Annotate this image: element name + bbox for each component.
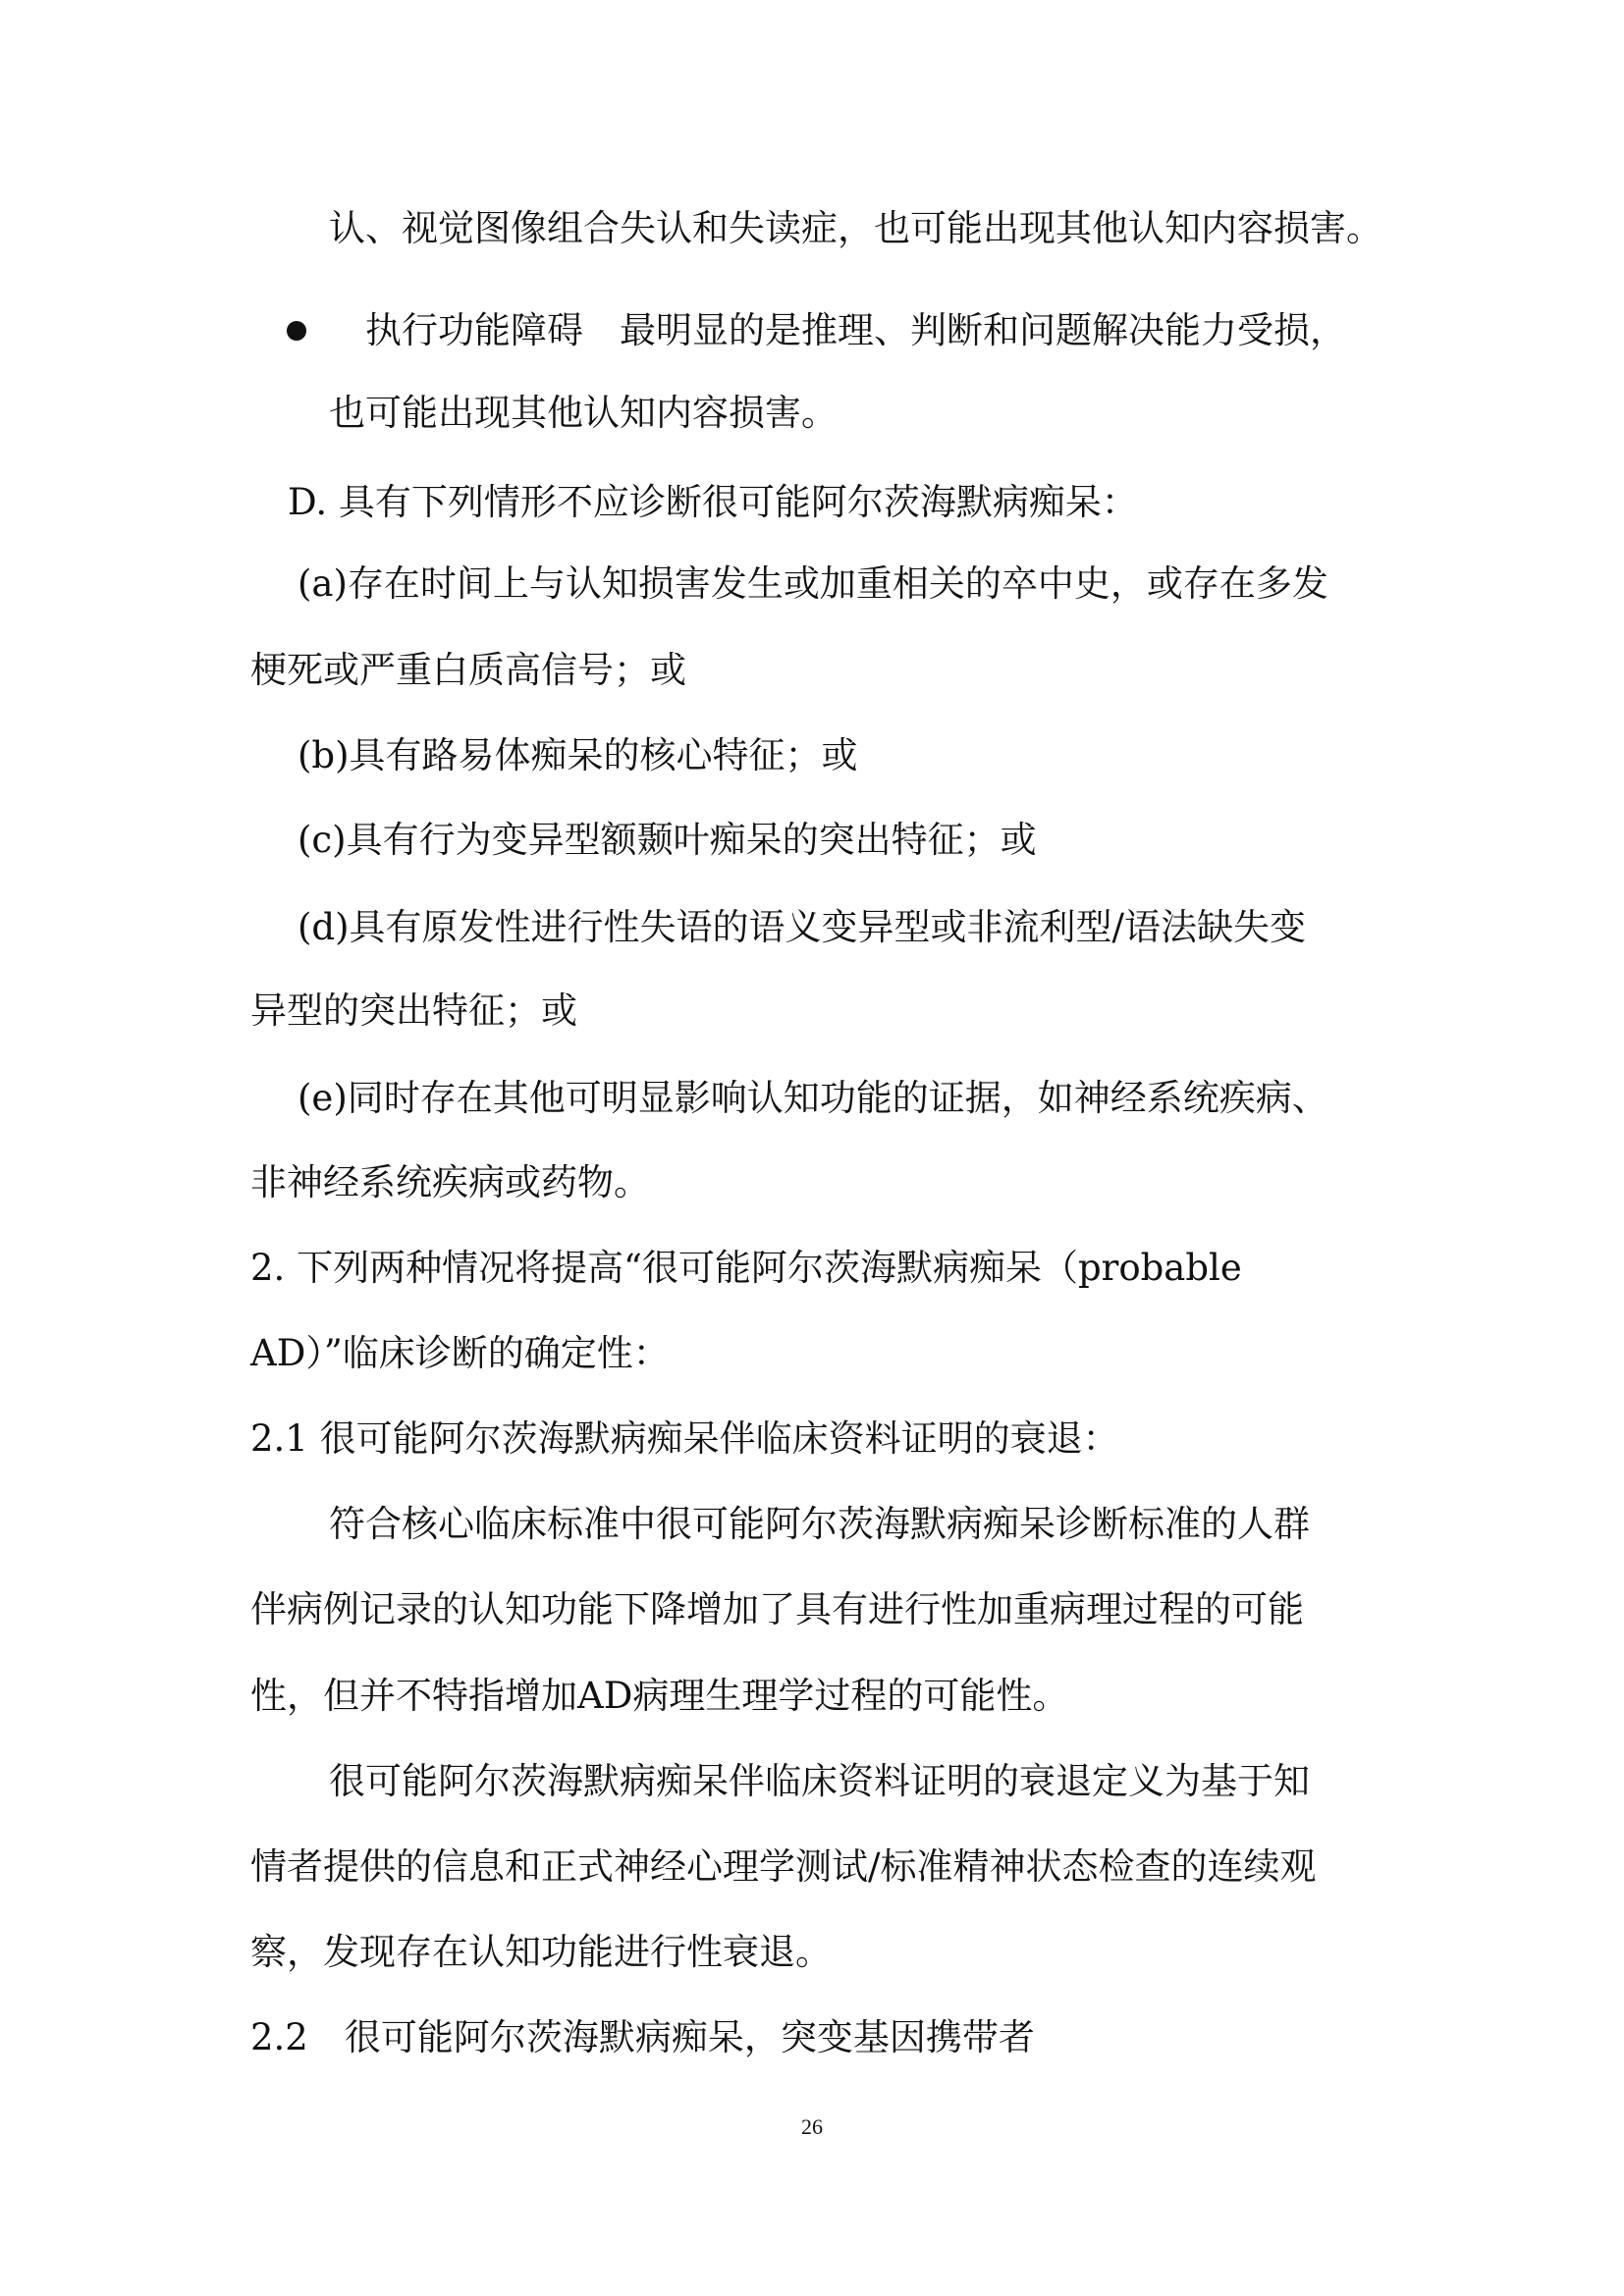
bullet-icon	[287, 321, 306, 341]
text-line: 2. 下列两种情况将提高“很可能阿尔茨海默病痴呆（probable	[250, 1247, 1242, 1289]
text-line: (b)具有路易体痴呆的核心特征；或	[298, 734, 858, 776]
text-line: (e)同时存在其他可明显影响认知功能的证据，如神经系统疾病、	[298, 1077, 1328, 1119]
page-number: 26	[801, 2114, 823, 2139]
text-line: 情者提供的信息和正式神经心理学测试/标准精神状态检查的连续观	[250, 1845, 1317, 1888]
text-line: 性，但并不特指增加AD病理生理学过程的可能性。	[250, 1675, 1069, 1717]
text-line: 异型的突出特征；或	[250, 989, 577, 1032]
text-line: 梗死或严重白质高信号；或	[250, 649, 686, 691]
text-line: 很可能阿尔茨海默病痴呆伴临床资料证明的衰退定义为基于知	[329, 1760, 1310, 1802]
text-line: (c)具有行为变异型额颞叶痴呆的突出特征；或	[298, 819, 1037, 861]
text-line: 伴病例记录的认知功能下降增加了具有进行性加重病理过程的可能	[250, 1588, 1304, 1630]
text-line: 执行功能障碍 最明显的是推理、判断和问题解决能力受损，	[365, 309, 1346, 351]
section-heading: 2.2 很可能阿尔茨海默病痴呆，突变基因携带者	[250, 2016, 1035, 2058]
text-line: 也可能出现其他认知内容损害。	[329, 392, 838, 434]
text-line: 非神经系统疾病或药物。	[250, 1161, 650, 1203]
text-line: 认、视觉图像组合失认和失读症，也可能出现其他认知内容损害。	[329, 207, 1382, 249]
text-line: 察，发现存在认知功能进行性衰退。	[250, 1931, 832, 1973]
text-line: 符合核心临床标准中很可能阿尔茨海默病痴呆诊断标准的人群	[329, 1503, 1310, 1545]
text-line: (d)具有原发性进行性失语的语义变异型或非流利型/语法缺失变	[298, 906, 1307, 948]
text-line: AD）”临床诊断的确定性：	[250, 1332, 670, 1374]
text-line: (a)存在时间上与认知损害发生或加重相关的卒中史，或存在多发	[298, 562, 1328, 605]
text-line: D. 具有下列情形不应诊断很可能阿尔茨海默病痴呆：	[288, 481, 1138, 523]
section-heading: 2.1 很可能阿尔茨海默病痴呆伴临床资料证明的衰退：	[250, 1417, 1119, 1460]
